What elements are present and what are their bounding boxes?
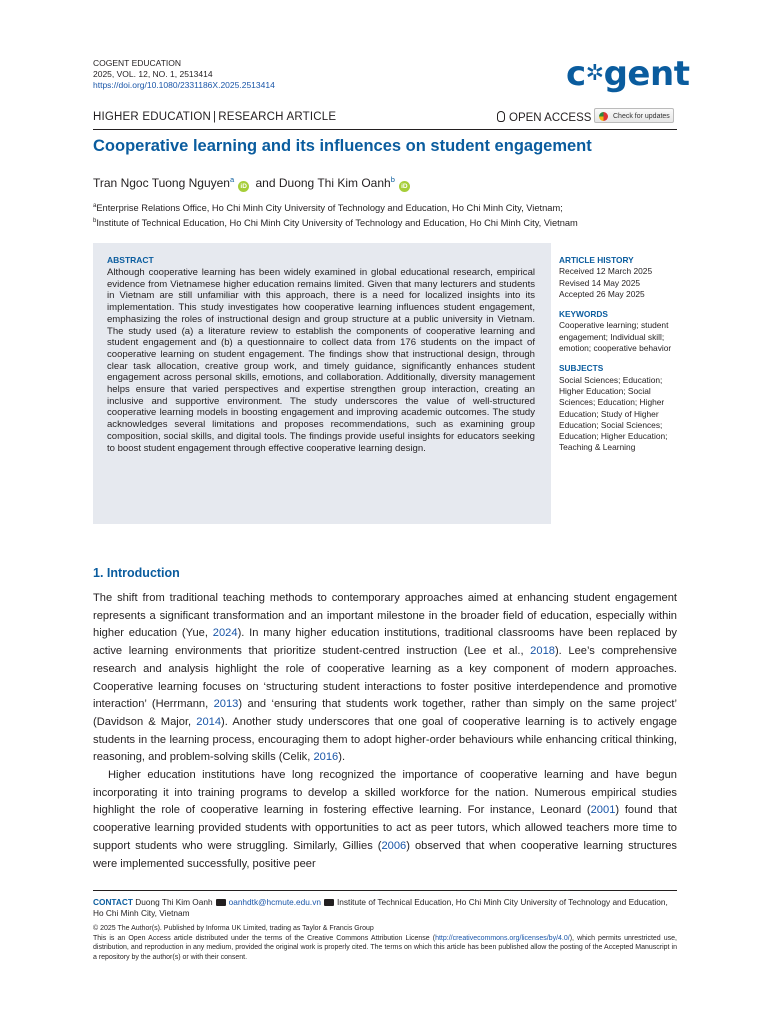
citation-link[interactable]: 2001 (590, 804, 616, 817)
contact-email-link[interactable]: oanhdtk@hcmute.edu.vn (228, 897, 321, 907)
paragraph-text: ) observed that when cooperative learning structures were implemented successfully, positive peer (93, 839, 677, 870)
email-icon (216, 899, 226, 906)
check-for-updates-button[interactable]: Check for updates (594, 108, 674, 123)
affiliations (93, 200, 578, 230)
open-access-lock-icon (497, 111, 505, 122)
revised-date: Revised 14 May 2025 (559, 277, 641, 288)
affiliation-a: $^a$Enterprise Relations Office, Ho Chi Minh City University of Technology and Education, Ho Chi Minh City, Vietnam; (93, 203, 563, 214)
paragraph-text: Higher education institutions have long recognized the importance of cooperative learning and have begun incorporating it into training programs to develop a skilled workforce for the nation. Numerous empirical studies highlight the role of cooperative learning in fostering effective learning. For instance, Leonard ( (93, 769, 677, 817)
abstract-heading: ABSTRACT (107, 255, 154, 265)
paragraph-text: ). Another study underscores that one goal of cooperative learning is to actively engage students in the learning process, encouraging them to adopt higher-order behaviours while enhancing critical thinking, reasoning, and problem-solving skills (Celik, (93, 715, 677, 764)
article-sidebar (559, 255, 679, 454)
crossmark-icon (599, 112, 608, 121)
contact-address: Institute of Technical Education, Ho Chi Minh City University of Technology and Education, Ho Chi Minh City, Vietnam (93, 897, 668, 918)
journal-meta (93, 58, 275, 91)
contact-label: CONTACT (93, 897, 133, 907)
citation-link[interactable]: 2016 (313, 751, 339, 764)
orcid-icon[interactable]: iD (399, 181, 410, 192)
affiliation-marker: a (229, 175, 235, 184)
author-list (93, 175, 413, 192)
article-type-bar (93, 109, 677, 130)
keywords-list: Cooperative learning; student engagement; Individual skill; emotion; cooperative behavior (559, 320, 672, 354)
author-name[interactable]: Tran Ngoc Tuong Nguyen (93, 176, 230, 190)
paragraph-text: ) found that cooperative learning provided students with opportunities to act as peer tutors, which allowed teachers more time to support students who were struggling. Similarly, Gillies ( (93, 804, 677, 852)
author-name[interactable]: Duong Thi Kim Oanh (278, 176, 391, 190)
doi-link[interactable]: https://doi.org/10.1080/2331186X.2025.2513414 (93, 80, 275, 90)
license-link[interactable]: http://creativecommons.org/licenses/by/4.0/ (435, 934, 570, 942)
paragraph-text: ). (338, 751, 346, 764)
paragraph-text: The shift from traditional teaching methods to contemporary approaches aimed at enhancing student engagement represents a significant transformation and an important milestone in the broader field of education, especially within higher education (Yue, (93, 592, 677, 640)
contact-footnote (93, 890, 677, 919)
subjects-heading: SUBJECTS (559, 363, 604, 374)
open-access-label: OPEN ACCESS (497, 111, 591, 124)
section-name: HIGHER EDUCATION (93, 111, 211, 123)
citation-link[interactable]: 2024 (212, 627, 238, 640)
paragraph-text: ) and ‘ensuring that students work together, rather than simply on the same project’ (Davidson & Major, (93, 698, 677, 728)
contact-name: Duong Thi Kim Oanh (135, 897, 213, 907)
keywords-heading: KEYWORDS (559, 309, 608, 320)
affiliation-marker: b (390, 175, 395, 184)
journal-volume: 2025, VOL. 12, NO. 1, 2513414 (93, 69, 213, 79)
article-history-heading: ARTICLE HISTORY (559, 255, 634, 265)
accepted-date: Accepted 26 May 2025 (559, 288, 645, 299)
article-type-label: RESEARCH ARTICLE (218, 111, 337, 123)
article-type: HIGHER EDUCATION | RESEARCH ARTICLE (93, 111, 337, 123)
author-joiner: and (255, 176, 276, 190)
cogent-logo: c✲gent (566, 54, 690, 94)
received-date: Received 12 March 2025 (559, 266, 653, 277)
citation-link[interactable]: 2014 (196, 715, 222, 728)
abstract-box (93, 243, 551, 524)
introduction-body (93, 590, 677, 873)
copyright-notice (93, 924, 677, 962)
license-text: This is an Open Access article distributed under the terms of the Creative Commons Attribution License (http://creativecommons.org/licenses/by/4.0/), which permits unrestricted use, distribution, and reproduction in any medium, provided the original work is properly cited. The terms on which this article has been published allow the posting of the Accepted Manuscript in a repository by the author(s) or with their consent. (93, 934, 677, 961)
paragraph-text: ). Lee’s comprehensive research and analysis highlight the role of cooperative learning as a key component of modern approaches. Cooperative learning focuses on ‘structuring student interactions to foster positive interdependence and promotive interaction’ (Herrmann, (93, 645, 677, 711)
affiliation-b: $^b$Institute of Technical Education, Ho Chi Minh City University of Technology and Education, Ho Chi Minh City, Vietnam (93, 218, 578, 229)
citation-link[interactable]: 2013 (213, 698, 239, 711)
article-title: Cooperative learning and its influences on student engagement (93, 137, 592, 155)
paragraph (93, 590, 677, 767)
logo-star-icon: ✲ (585, 61, 604, 86)
citation-link[interactable]: 2006 (381, 839, 407, 852)
abstract-text: Although cooperative learning has been widely examined in global educational research, empirical evidence from Vietnamese higher education remains limited. Given that many lecturers and students in Vietnam are still unfamiliar with this approach, there is a need for localized insights into its implementation. This study investigates how cooperative learning influences student engagement, emphasizing the roles of instructional design and group structure at a public university in Vietnam. The study used (a) a literature review to establish the components of cooperative learning and student engagement and (b) a questionnaire to collect data from 176 students on the impact of cooperative learning on student engagement. The findings show that instructional design, through clear task allocation, creative group work, and timely guidance, significantly enhances student engagement across personal skills, emotions, and collaboration. Additionally, diversity management helps ensure that varied perspectives and expertise strengthen group interaction, creating an inclusive and supportive environment. The study underscores the value of well-structured cooperative learning models in boosting engagement and improving academic outcomes. The study acknowledges several limitations and proposes recommendations, such as examining group composition, social skills, and digital tools. The findings provide useful insights for educators seeking to boost student engagement through effective cooperative learning design. (107, 267, 535, 454)
orcid-icon[interactable]: iD (238, 181, 249, 192)
subjects-list: Social Sciences; Education; Higher Education; Social Sciences; Education; Higher Education; Study of Higher Education; Social Sciences; Education; Higher Education; Teaching & Learning (559, 374, 668, 453)
copyright-line: © 2025 The Author(s). Published by Informa UK Limited, trading as Taylor & Francis Group (93, 925, 374, 932)
paragraph-text: ). In many higher education institutions, traditional classrooms have been replaced by active learning environments that prioritize student-centred instruction (Lee et al., (93, 627, 678, 658)
journal-name: COGENT EDUCATION (93, 58, 181, 68)
paragraph (93, 767, 677, 873)
introduction-heading: 1. Introduction (93, 566, 180, 580)
address-icon (324, 899, 334, 906)
citation-link[interactable]: 2018 (530, 645, 555, 658)
